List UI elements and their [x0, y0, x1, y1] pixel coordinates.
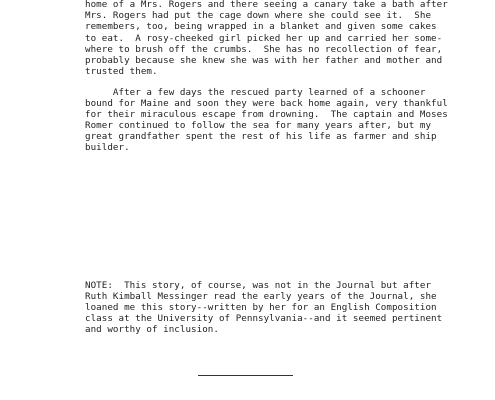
text-line: home of a Mrs. Rogers and there seeing a canary take a bath after [85, 0, 448, 10]
text-line: Romer continued to follow the sea for many years after, but my [85, 120, 432, 131]
text-line: Ruth Kimball Messinger read the early years of the Journal, she [85, 291, 437, 302]
text-line: loaned me this story--written by her for an English Composition [85, 302, 437, 313]
text-line: After a few days the rescued party learned of a schooner [85, 87, 426, 98]
text-line: and worthy of inclusion. [85, 324, 219, 335]
text-line: great grandfather spent the rest of his life as farmer and ship [85, 131, 437, 142]
text-line: trusted them. [85, 66, 158, 77]
text-line: builder. [85, 142, 130, 153]
text-line: for their miraculous escape from drowning. The captain and Moses [85, 109, 448, 120]
text-line: class at the University of Pennsylvania--and it seemed pertinent [85, 313, 443, 324]
text-line: to eat. A rosy-cheeked girl picked her up and carried her some- [85, 33, 443, 44]
closing-divider [198, 375, 293, 376]
text-line: NOTE: This story, of course, was not in the Journal but after [85, 280, 432, 291]
text-line: Mrs. Rogers had put the cage down where she could see it. She [85, 10, 432, 21]
text-line: probably because she knew she was with her father and mother and [85, 55, 443, 66]
text-line: remembers, too, being wrapped in a blanket and given some cakes [85, 21, 437, 32]
text-line: bound for Maine and soon they were back home again, very thankful [85, 98, 448, 109]
text-line: where to brush off the crumbs. She has no recollection of fear, [85, 44, 443, 55]
